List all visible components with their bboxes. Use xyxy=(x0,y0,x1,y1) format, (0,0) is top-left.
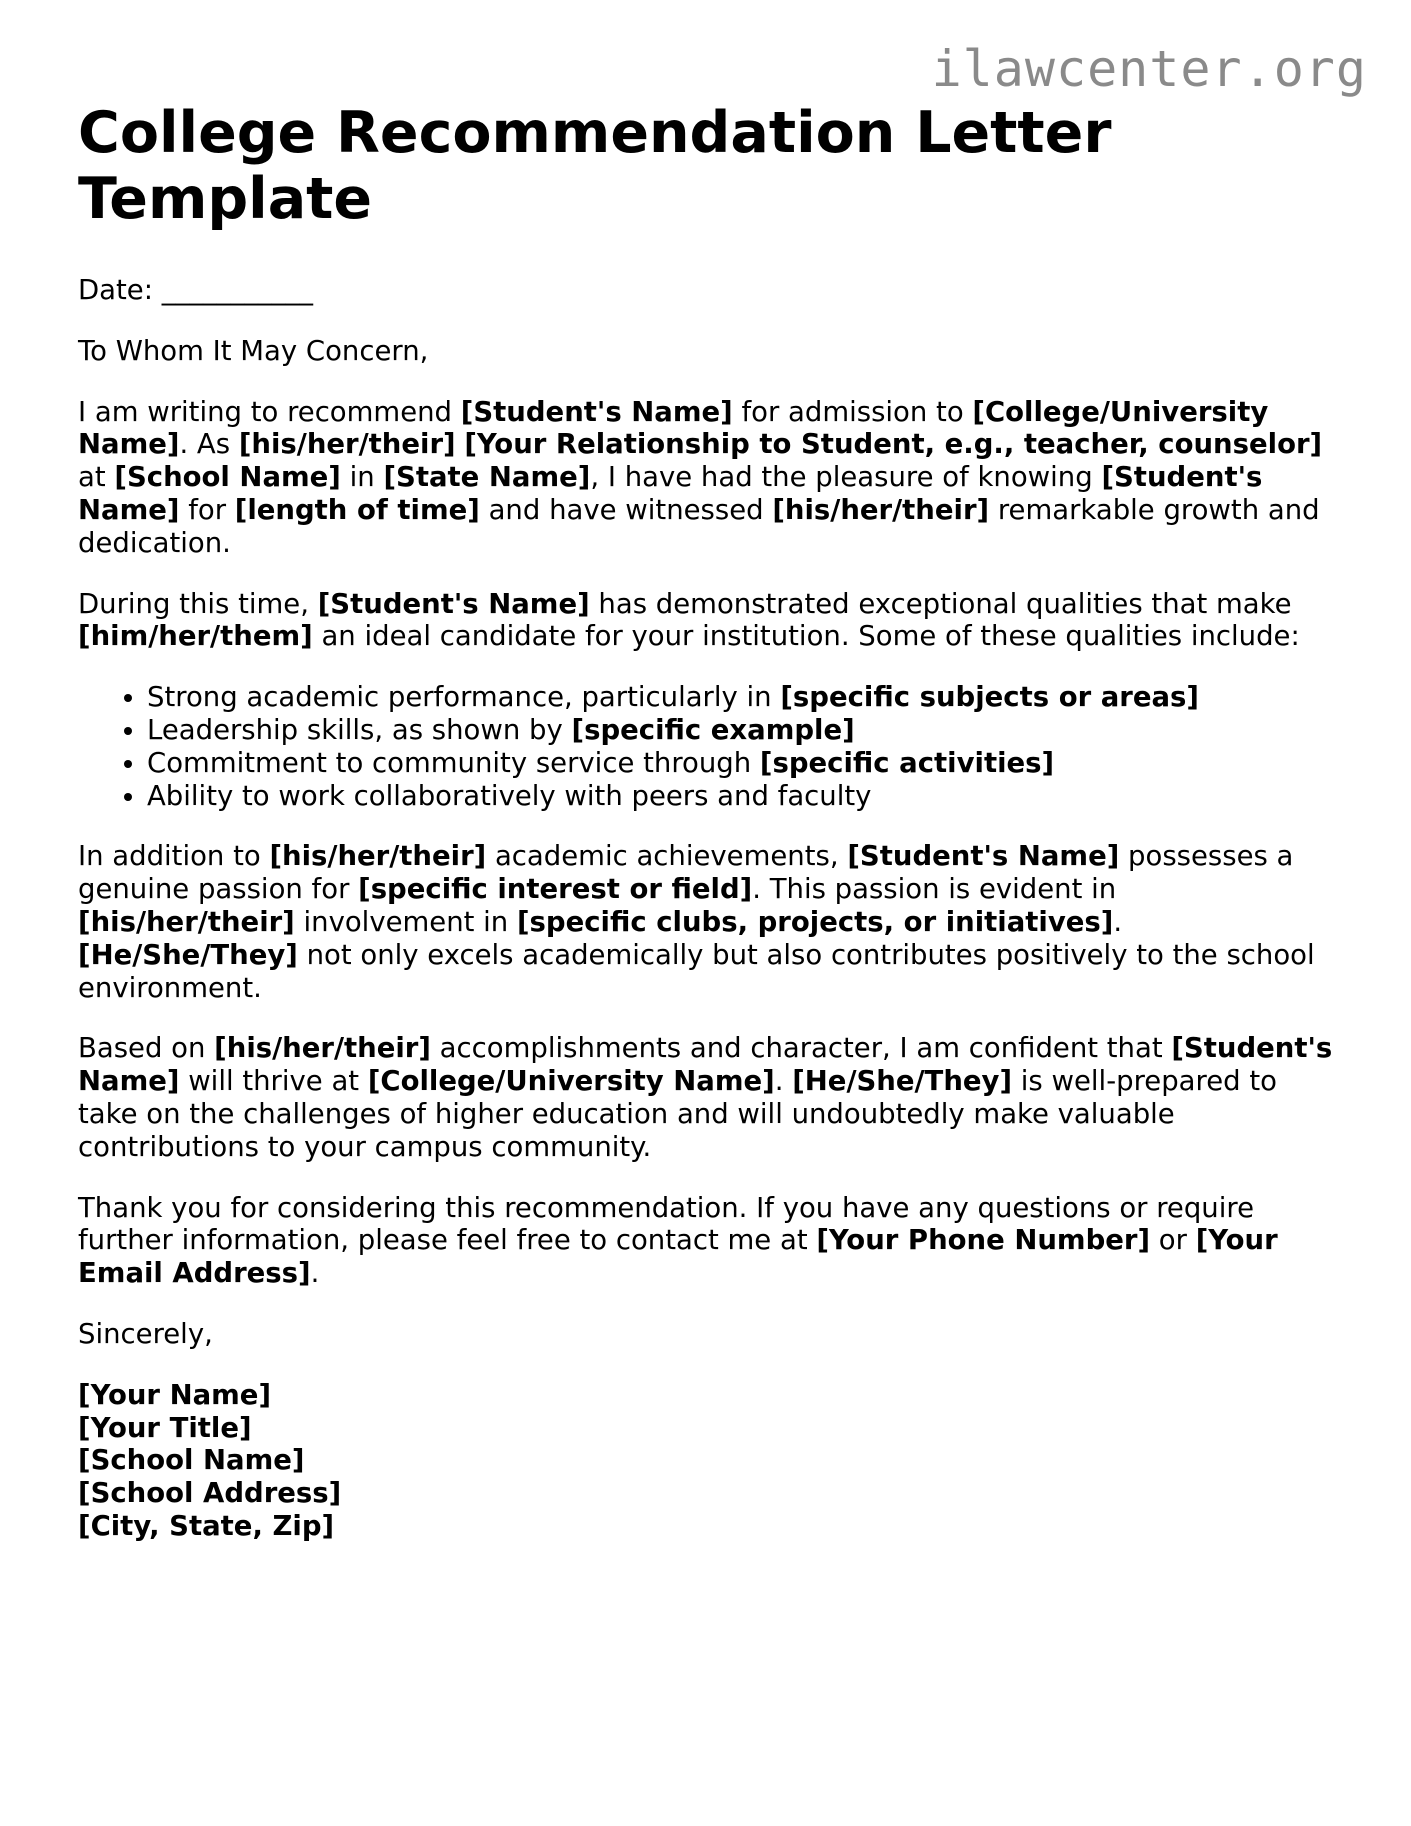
text: Strong academic performance, particularly in xyxy=(147,681,781,714)
placeholder: [Student's Name] xyxy=(78,1032,1333,1098)
text: Based on xyxy=(78,1032,215,1065)
text: . This passion is evident in xyxy=(752,873,1117,906)
watermark: ilawcenter.org xyxy=(931,40,1367,98)
paragraph-qualities xyxy=(78,588,1338,654)
placeholder: [Your Phone Number] xyxy=(816,1224,1151,1257)
paragraph-contact xyxy=(78,1192,1338,1290)
placeholder: [He/She/They] xyxy=(792,1065,1013,1098)
list-item xyxy=(147,780,1338,813)
text: . xyxy=(310,1257,320,1290)
qualities-list xyxy=(78,681,1338,812)
text: will thrive at xyxy=(179,1065,368,1098)
text: , I have had the pleasure of knowing xyxy=(590,461,1102,494)
paragraph-passion xyxy=(78,840,1338,1004)
placeholder: [College/University Name] xyxy=(367,1065,775,1098)
date-label: Date: xyxy=(78,274,153,306)
list-item xyxy=(147,714,1338,747)
placeholder: [his/her/their] xyxy=(238,428,456,461)
text: and have witnessed xyxy=(479,493,773,526)
placeholder: [College/University Name] xyxy=(78,395,1269,461)
signature-city: [City, State, Zip] xyxy=(78,1509,335,1542)
paragraph-introduction xyxy=(78,396,1338,560)
text: for xyxy=(179,493,235,526)
placeholder: [Student's Name] xyxy=(78,461,1263,526)
date-line xyxy=(78,274,1338,307)
text: remarkable growth and dedication. xyxy=(78,493,1320,559)
text: academic achievements, xyxy=(486,840,848,873)
placeholder: [his/her/their] xyxy=(214,1032,431,1065)
text: is well-prepared to take on the challenges of higher education and will undoubtedly make valuable contributions to your campus community. xyxy=(78,1065,1277,1163)
placeholder: [specific activities] xyxy=(759,746,1055,779)
placeholder: [specific example] xyxy=(571,713,855,746)
signature-school: [School Name] xyxy=(78,1444,305,1477)
date-blank: ___________ xyxy=(161,274,313,306)
placeholder: [his/her/their] xyxy=(772,493,990,526)
text: Leadership skills, as shown by xyxy=(147,713,572,746)
text: Commitment to community service through xyxy=(147,746,760,779)
placeholder: [him/her/them] xyxy=(78,620,313,653)
document-title: College Recommendation Letter Template xyxy=(78,100,1112,232)
text: an ideal candidate for your institution. Some of these qualities include: xyxy=(312,620,1300,653)
signature-block xyxy=(78,1379,1338,1543)
paragraph-confidence xyxy=(78,1032,1338,1163)
closing: Sincerely, xyxy=(78,1317,213,1350)
placeholder: [specific subjects or areas] xyxy=(780,681,1199,714)
placeholder: [State Name] xyxy=(383,461,591,494)
placeholder: [Your Relationship to Student, e.g., teacher, counselor] xyxy=(464,428,1323,461)
placeholder: [Your Email Address] xyxy=(78,1224,1278,1290)
text: . xyxy=(774,1065,793,1098)
text: Ability to work collaboratively with peers and faculty xyxy=(147,779,872,812)
text: not only excels academically but also contributes positively to the school environment. xyxy=(78,938,1315,1004)
text: in xyxy=(340,461,384,494)
text: or xyxy=(1150,1224,1196,1257)
placeholder: [Student's Name] xyxy=(460,395,733,428)
placeholder: [specific clubs, projects, or initiatives] xyxy=(516,905,1114,938)
placeholder: [Student's Name] xyxy=(317,587,590,620)
placeholder: [Student's Name] xyxy=(847,840,1120,873)
signature-address: [School Address] xyxy=(78,1477,342,1510)
text: I am writing to recommend xyxy=(78,395,461,428)
placeholder: [his/her/their] xyxy=(78,905,295,938)
list-item xyxy=(147,747,1338,780)
list-item xyxy=(147,681,1338,714)
text: at xyxy=(78,461,115,494)
text: has demonstrated exceptional qualities that make xyxy=(589,587,1292,620)
placeholder: [his/her/their] xyxy=(269,840,487,873)
signature-title: [Your Title] xyxy=(78,1411,252,1444)
placeholder: [length of time] xyxy=(234,493,480,526)
text: Thank you for considering this recommendation. If you have any questions or require further information, please feel free to contact me at xyxy=(78,1191,1255,1257)
placeholder: [specific interest or field] xyxy=(358,873,753,906)
placeholder: [He/She/They] xyxy=(78,938,298,971)
text: . As xyxy=(179,428,239,461)
placeholder: [School Name] xyxy=(114,461,341,494)
text: During this time, xyxy=(78,587,318,620)
text: . xyxy=(1113,905,1123,938)
text: accomplishments and character, I am confident that xyxy=(430,1032,1172,1065)
text: possesses a genuine passion for xyxy=(78,840,1294,906)
text: for admission to xyxy=(732,395,973,428)
text: involvement in xyxy=(294,905,517,938)
letter-document xyxy=(78,100,1338,1571)
salutation: To Whom It May Concern, xyxy=(78,334,429,367)
text: In addition to xyxy=(78,840,270,873)
signature-name: [Your Name] xyxy=(78,1378,272,1411)
